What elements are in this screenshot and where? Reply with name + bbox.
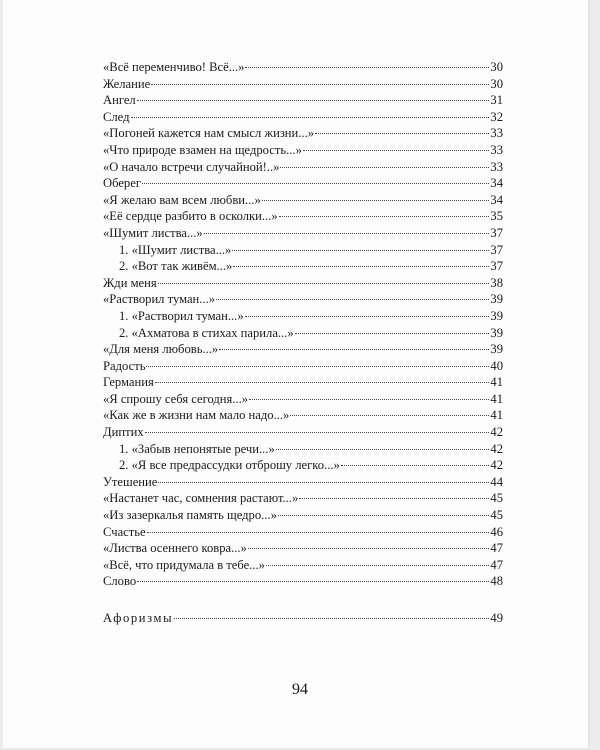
dot-leader [279,216,490,217]
toc-subentry [103,258,503,275]
toc-entry-page: 47 [490,557,503,572]
dot-leader [276,449,490,450]
page-number: 94 [292,681,308,698]
dot-leader [233,266,489,267]
dot-leader [158,283,490,284]
toc-entry [103,341,503,358]
toc-entry-page: 33 [490,126,503,141]
toc-entry-title: 2. «Вот так живём...» [119,259,233,274]
toc-entry-title: 2. «Ахматова в стихах парила...» [119,325,294,340]
toc-entry [103,192,503,209]
dot-leader [245,316,490,317]
toc-entry-title: Желание [103,76,151,91]
toc-entry-title: «О начало встречи случайной!..» [103,159,280,174]
toc-entry-title: Слово [103,574,137,589]
toc-entry-page: 40 [490,358,503,373]
toc-entry-title: Утешение [103,474,158,489]
toc-entry-page: 44 [490,474,503,489]
dot-leader [158,482,489,483]
table-of-contents [103,59,503,627]
toc-subentry [103,308,503,325]
toc-entry-title: «Её сердце разбито в осколки...» [103,209,278,224]
toc-entry [103,557,503,574]
dot-leader [232,250,489,251]
toc-entry-title: «Как же в жизни нам мало надо...» [103,408,290,423]
dot-leader [280,167,489,168]
dot-leader [248,548,490,549]
toc-subentry [103,325,503,342]
toc-entry-page: 31 [490,93,503,108]
toc-entry-page: 46 [490,524,503,539]
toc-entry-page: 42 [490,441,503,456]
toc-entry-aphorisms [103,610,503,627]
toc-entry-page: 39 [490,292,503,307]
dot-leader [137,100,490,101]
toc-entry [103,92,503,109]
toc-entry-page: 34 [490,192,503,207]
toc-entry-page: 41 [490,375,503,390]
toc-entry-title: «Что природе взамен на щедрость...» [103,142,302,157]
toc-entry-title: 1. «Забыв непонятые речи...» [119,441,275,456]
toc-entry-page: 37 [490,225,503,240]
toc-entry-title: Оберег [103,176,141,191]
dot-leader [204,233,490,234]
toc-entry [103,490,503,507]
toc-entry [103,474,503,491]
toc-entry-title: «Я желаю вам всем любви...» [103,192,261,207]
dot-leader [151,84,489,85]
dot-leader [174,618,489,619]
toc-subentry [103,242,503,259]
toc-entry-page: 45 [490,508,503,523]
toc-entry [103,573,503,590]
toc-entry [103,59,503,76]
toc-entry-page: 42 [490,458,503,473]
toc-entry-page: 35 [490,209,503,224]
toc-entry-title: 2. «Я все предрассудки отброшу легко...» [119,458,340,473]
dot-leader [262,200,490,201]
toc-entry-page: 48 [490,574,503,589]
dot-leader [266,565,489,566]
toc-entry-page: 45 [490,491,503,506]
toc-entry-page: 34 [490,176,503,191]
toc-entry-page: 30 [490,76,503,91]
toc-entry-title: Афоризмы [103,611,174,625]
toc-entry-page: 42 [490,425,503,440]
toc-entry-title: «Погоней кажется нам смысл жизни...» [103,126,315,141]
dot-leader [155,382,490,383]
dot-leader [219,349,489,350]
toc-entry [103,424,503,441]
toc-entry-page: 30 [490,60,503,74]
toc-entry [103,524,503,541]
toc-entry-page: 38 [490,275,503,290]
book-page [3,0,588,748]
toc-entry-page: 39 [490,308,503,323]
toc-entry-title: Германия [103,375,154,390]
toc-entry [103,374,503,391]
toc-subentry [103,457,503,474]
dot-leader [142,183,489,184]
dot-leader [295,333,490,334]
toc-entry-page: 39 [490,325,503,340]
dot-leader [299,498,489,499]
toc-entry-title: «Из зазеркалья память щедро...» [103,508,277,523]
toc-entry-title: След [103,109,130,124]
toc-entry [103,142,503,159]
toc-entry-page: 49 [490,611,503,625]
toc-entry-page: 33 [490,142,503,157]
dot-leader [147,532,490,533]
toc-entry-title: Жди меня [103,275,157,290]
dot-leader [315,133,489,134]
toc-entry-title: «Всё переменчиво! Всё...» [103,60,245,74]
toc-entry-title: «Шумит листва...» [103,225,203,240]
toc-entry [103,225,503,242]
toc-entry [103,159,503,176]
toc-entry-page: 39 [490,342,503,357]
dot-leader [146,366,489,367]
toc-entry [103,125,503,142]
toc-entry-page: 33 [490,159,503,174]
toc-entry [103,407,503,424]
toc-entry-page: 37 [490,259,503,274]
dot-leader [303,150,490,151]
dot-leader [216,299,489,300]
dot-leader [278,515,490,516]
dot-leader [137,581,489,582]
dot-leader [249,399,489,400]
toc-entry-title: Радость [103,358,146,373]
toc-entry [103,358,503,375]
toc-entry-page: 47 [490,541,503,556]
toc-entry-page: 32 [490,109,503,124]
dot-leader [341,465,490,466]
toc-entry [103,76,503,93]
toc-entry-title: Диптих [103,425,144,440]
toc-entry-page: 41 [490,408,503,423]
toc-entry-title: «Настанет час, сомнения растают...» [103,491,299,506]
toc-entry-title: «Для меня любовь...» [103,342,219,357]
toc-entry [103,208,503,225]
toc-entry [103,391,503,408]
dot-leader [131,117,490,118]
toc-subentry [103,441,503,458]
toc-entry [103,275,503,292]
toc-entry-page: 41 [490,391,503,406]
toc-entry-title: Счастье [103,524,146,539]
toc-entry-title: «Листва осеннего ковра...» [103,541,247,556]
dot-leader [145,432,490,433]
dot-leader [290,415,489,416]
toc-entry-page: 37 [490,242,503,257]
toc-entry-title: 1. «Шумит листва...» [119,242,232,257]
toc-entry-title: «Растворил туман...» [103,292,216,307]
toc-entry [103,507,503,524]
toc-entry-title: Ангел [103,93,136,108]
toc-entry [103,540,503,557]
toc-entry [103,291,503,308]
toc-entry [103,109,503,126]
toc-entry-title: «Всё, что придумала в тебе...» [103,557,265,572]
toc-entry [103,175,503,192]
toc-entry-title: «Я спрошу себя сегодня...» [103,391,249,406]
toc-entry-title: 1. «Растворил туман...» [119,308,244,323]
dot-leader [245,67,489,68]
